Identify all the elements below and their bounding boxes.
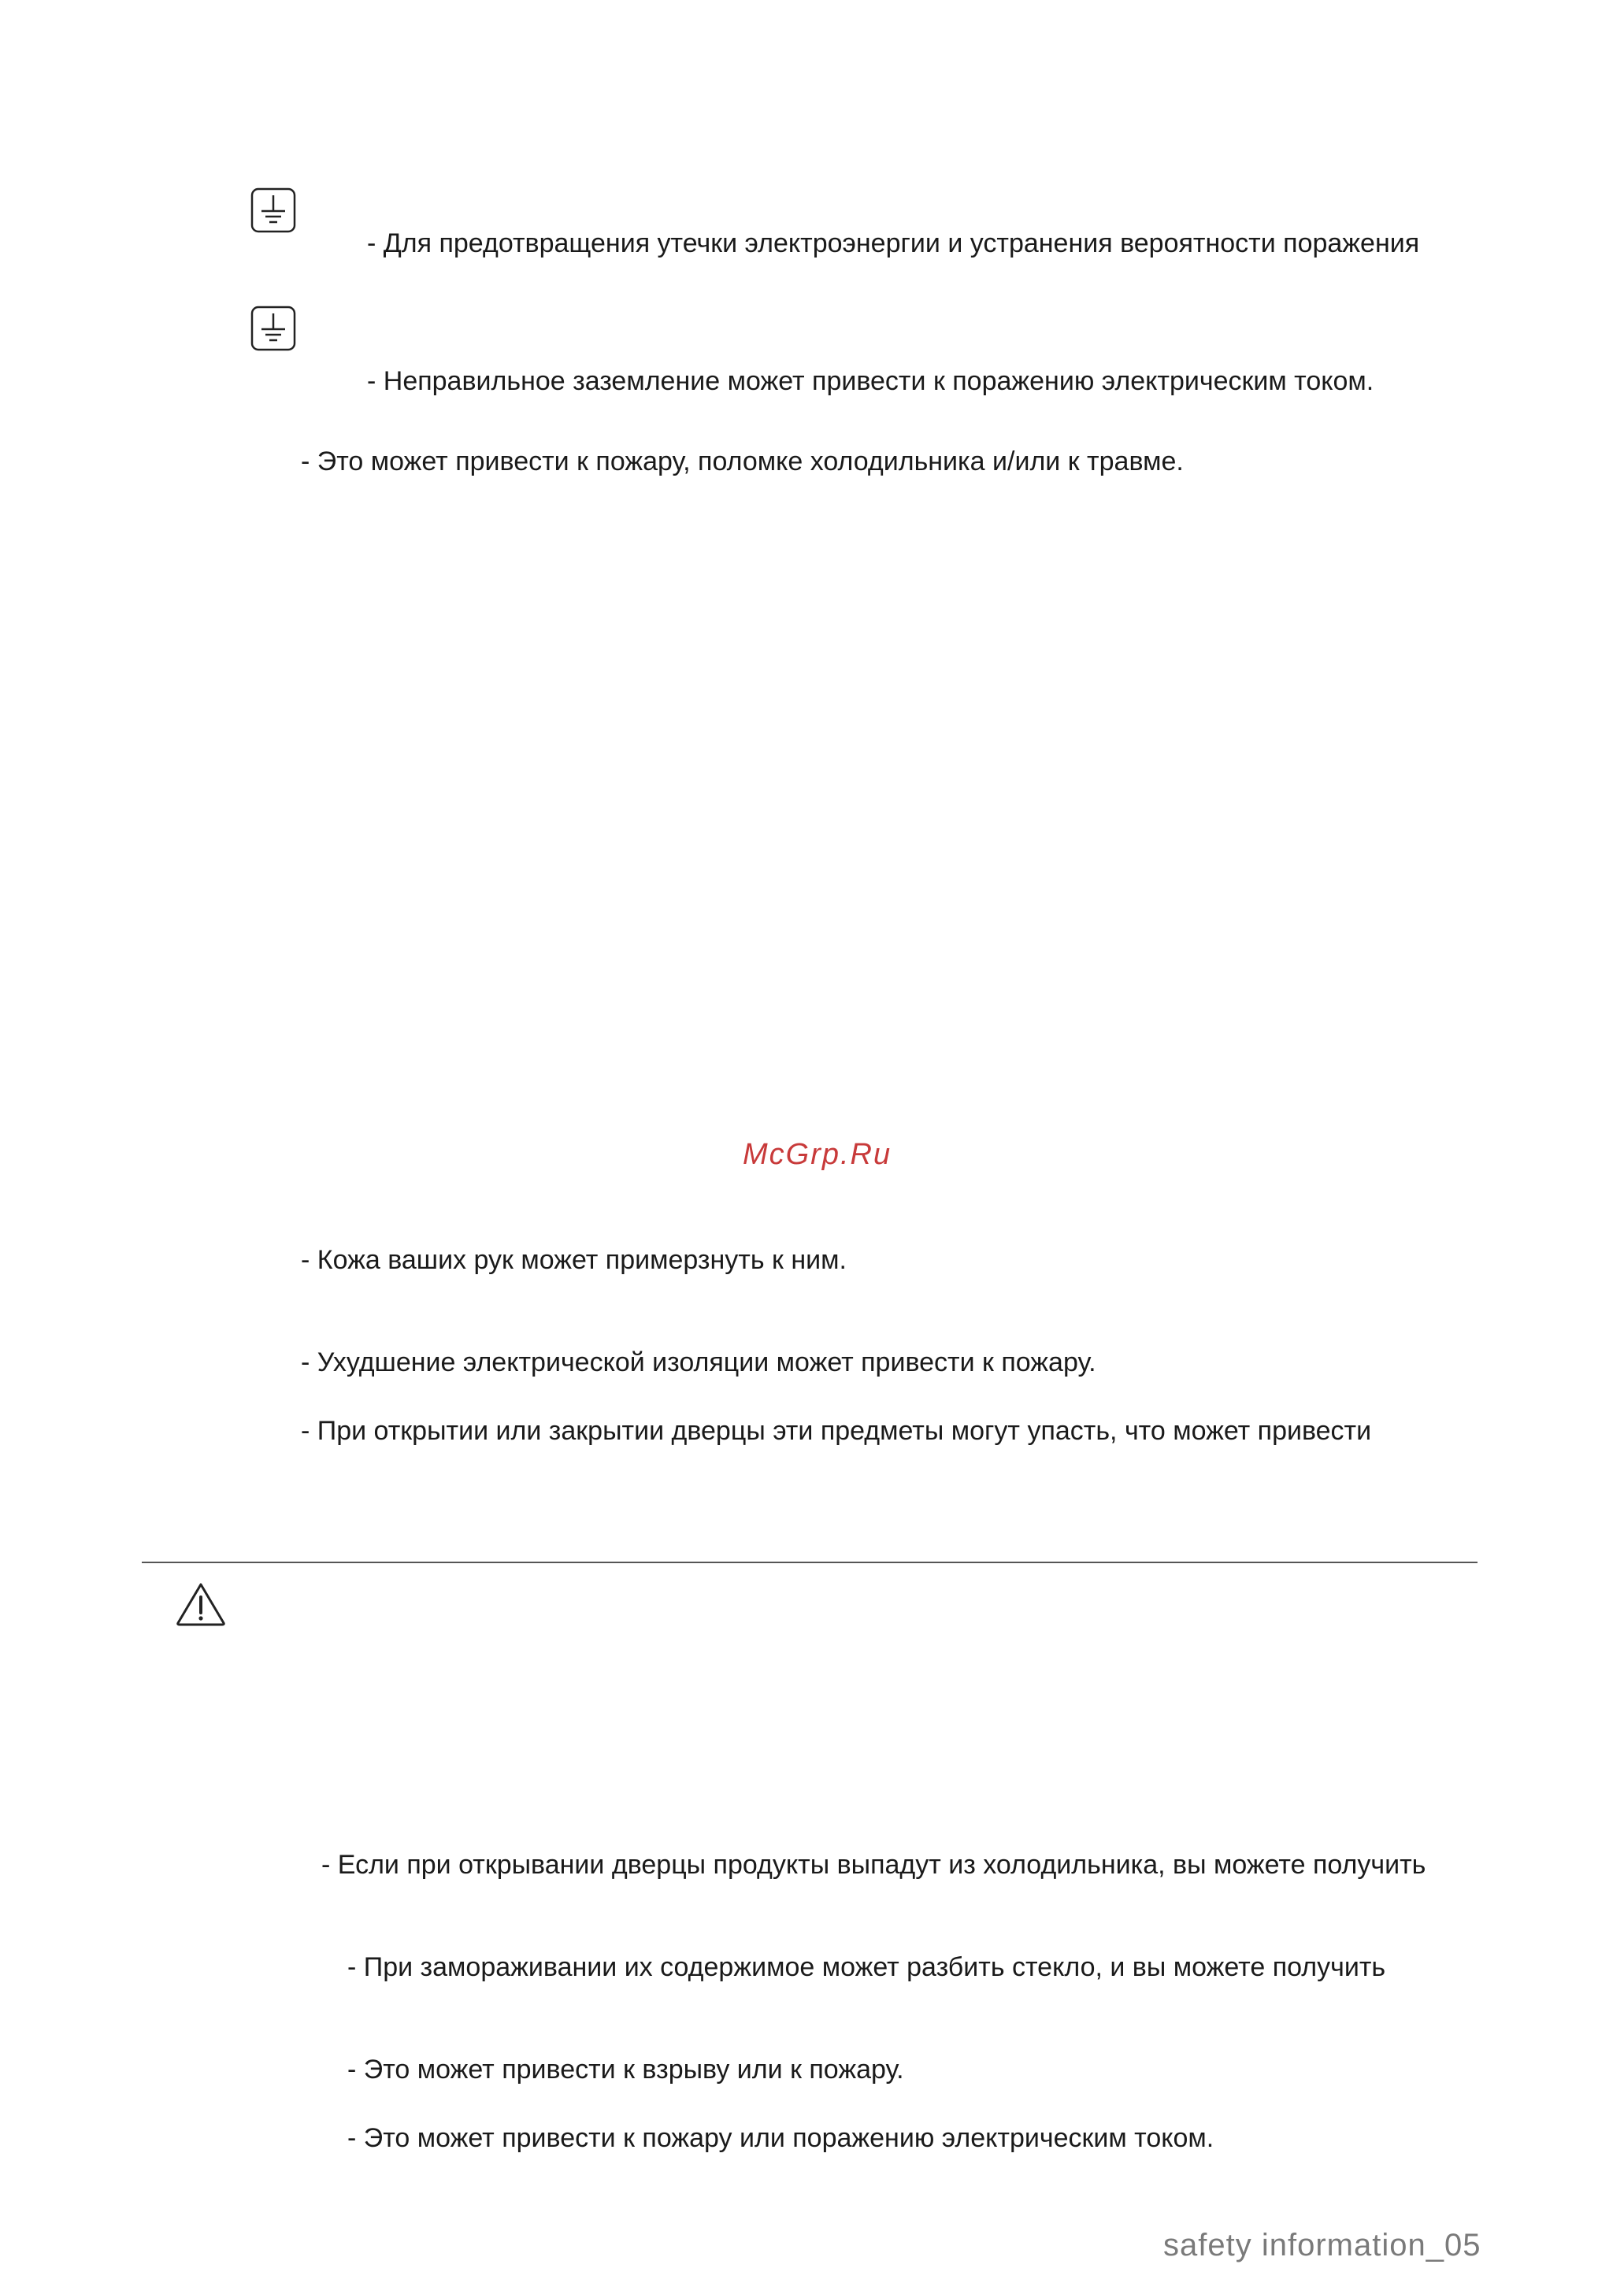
section-divider [142,1562,1478,1563]
text-line: - Это может привести к пожару, поломке холодильника и/или к травме. [301,447,1184,476]
text-line: - Это может привести к пожару или поражению электрическим током. [347,2123,1214,2153]
text-line: - При замораживании их содержимое может разбить стекло, и вы можете получить [347,1952,1386,1982]
text-line: - Это может привести к взрыву или к пожару. [347,2055,904,2085]
text-line: - Если при открывании дверцы продукты выпадут из холодильника, вы можете получить [321,1850,1426,1880]
ground-symbol-icon [250,306,296,351]
text-line: - Ухудшение электрической изоляции может привести к пожару. [301,1347,1096,1377]
caution-triangle-icon [175,1581,227,1627]
ground-symbol-icon [250,187,296,233]
text-line: - При открытии или закрытии дверцы эти предметы могут упасть, что может привести [301,1416,1372,1446]
text-line: - Кожа ваших рук может примерзнуть к ним. [301,1245,847,1275]
text-line: - Неправильное заземление может привести к поражению электрическим током. [367,366,1374,396]
watermark: McGrp.Ru [743,1138,892,1171]
text-line: - Для предотвращения утечки электроэнергии и устранения вероятности поражения [367,228,1420,258]
page-footer: safety information_05 [1163,2228,1481,2262]
